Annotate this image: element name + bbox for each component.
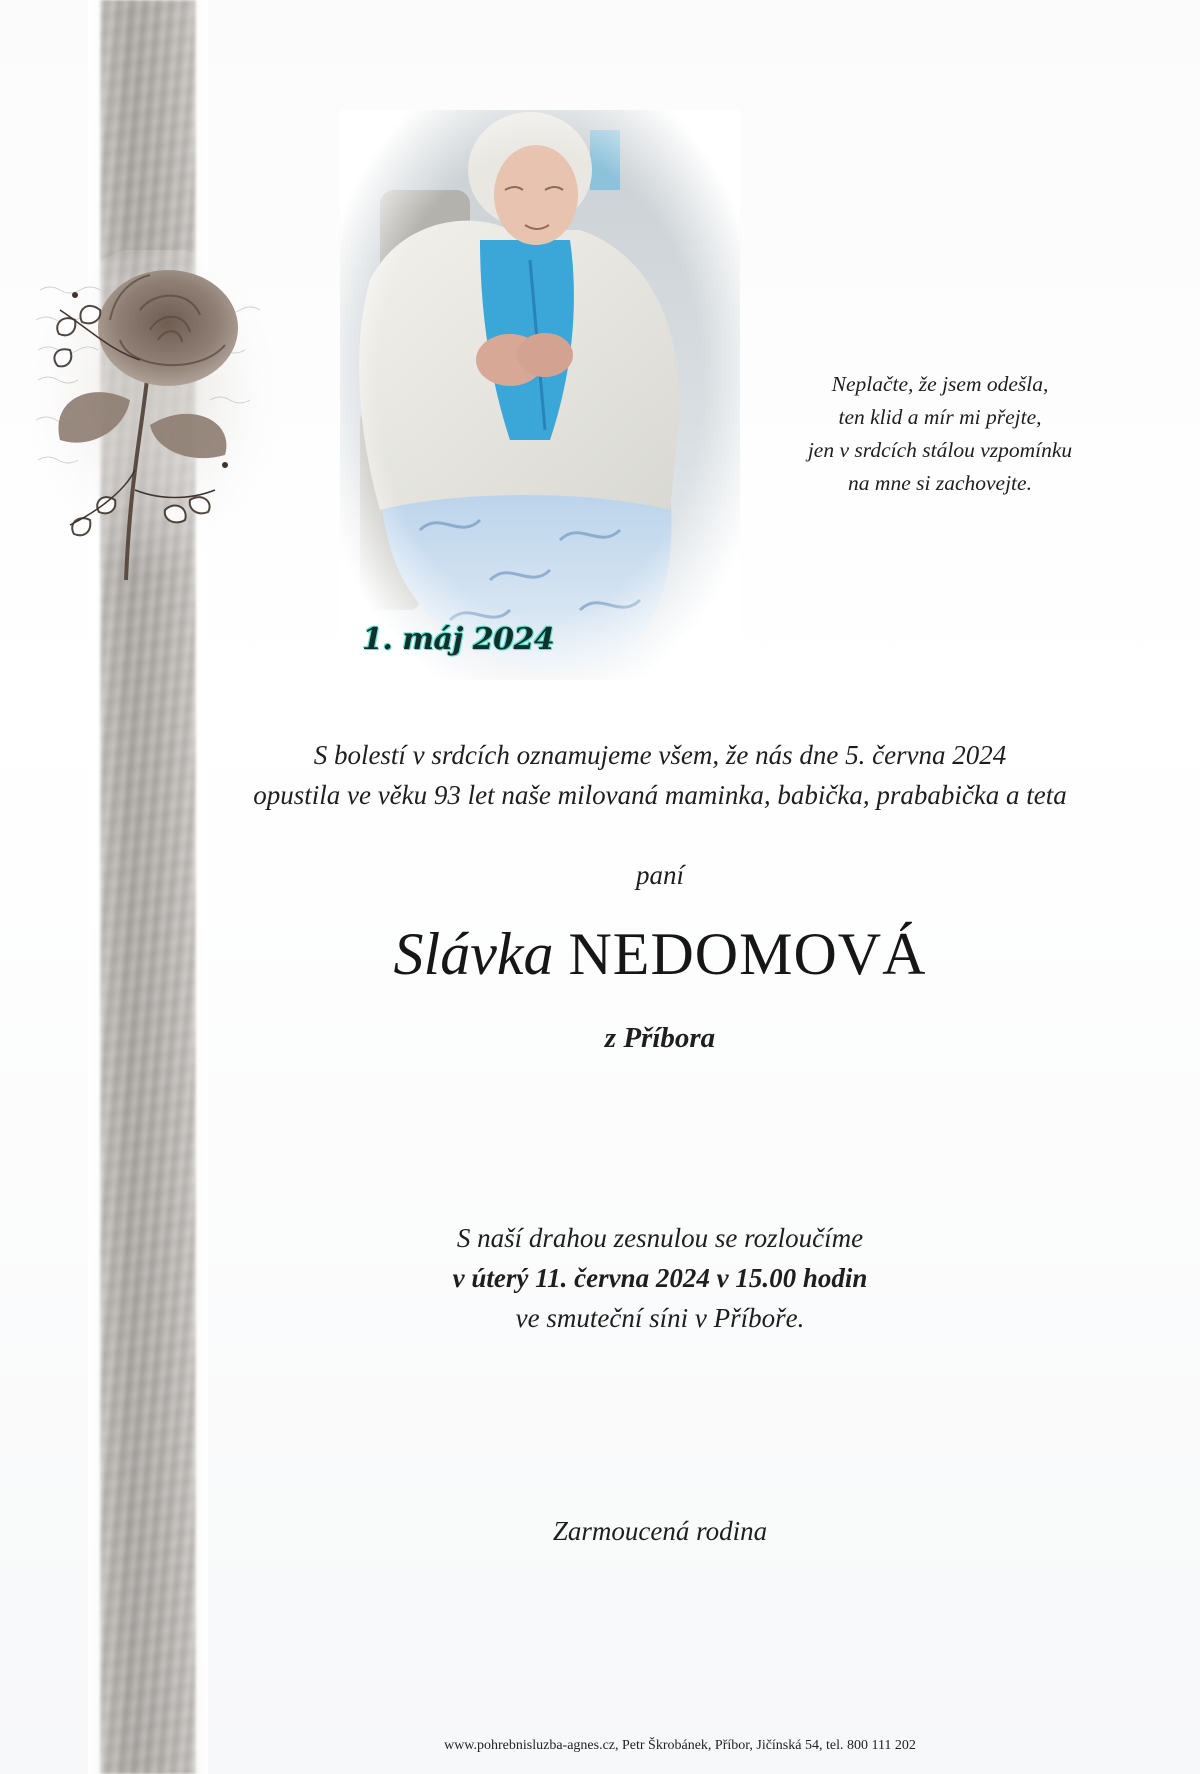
deceased-origin: z Příbora (604, 1022, 716, 1054)
farewell-info (260, 1218, 1060, 1338)
farewell-line: S naší drahou zesnulou se rozloučíme (456, 1223, 864, 1253)
footer-contact: www.pohrebnisluzba-agnes.cz, Petr Škrobánek, Příbor, Jičínská 54, tel. 800 111 202 (444, 1738, 916, 1753)
portrait-photo (340, 110, 740, 680)
announcement-line: S bolestí v srdcích oznamujeme všem, že nás dne 5. června 2024 (313, 740, 1007, 770)
poem-line: na mne si zachovejte. (848, 471, 1032, 495)
rose-icon (30, 250, 280, 590)
farewell-location: ve smuteční síni v Příboře. (515, 1303, 805, 1333)
poem-line: Neplačte, že jsem odešla, (831, 372, 1049, 396)
last-name: NEDOMOVÁ (568, 921, 927, 987)
rose-decoration (30, 250, 280, 590)
poem (780, 368, 1100, 500)
deceased-name (200, 920, 1120, 989)
signature: Zarmoucená rodina (552, 1516, 768, 1546)
announcement-line: opustila ve věku 93 let naše milovaná maminka, babička, prababička a teta (253, 780, 1067, 810)
salutation: paní (635, 860, 684, 890)
poem-line: jen v srdcích stálou vzpomínku (807, 438, 1073, 462)
photo-date-caption: 1. máj 2024 (362, 622, 555, 657)
first-name: Slávka (393, 921, 554, 987)
farewell-datetime: v úterý 11. června 2024 v 15.00 hodin (452, 1263, 868, 1293)
poem-line: ten klid a mír mi přejte, (838, 405, 1042, 429)
announcement (200, 735, 1120, 815)
